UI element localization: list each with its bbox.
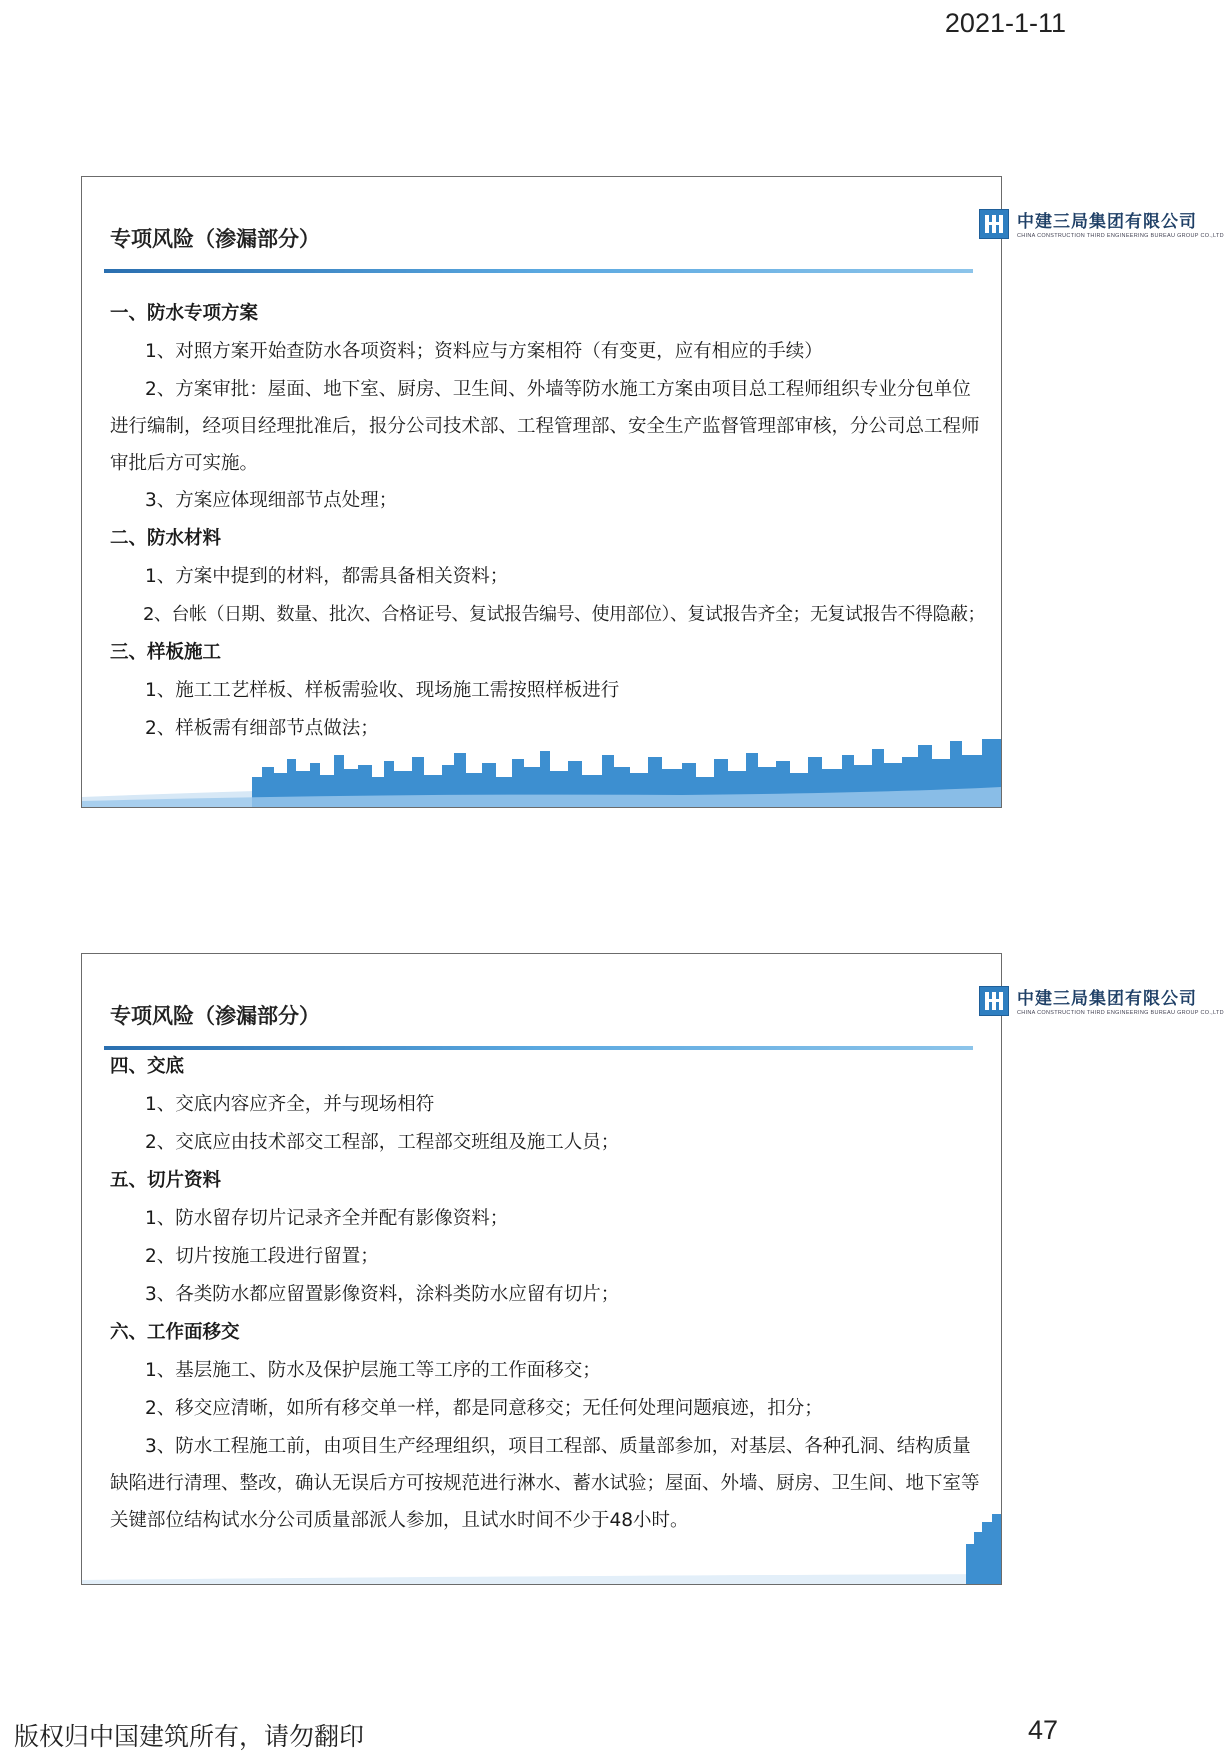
city-skyline-graphic	[82, 737, 1001, 807]
company-name-english: CHINA CONSTRUCTION THIRD ENGINEERING BUREAU GROUP CO.,LTD	[1017, 1010, 1224, 1016]
section-heading: 一、防水专项方案	[110, 303, 259, 324]
slide-2	[81, 953, 1224, 1585]
slide-content	[110, 295, 983, 748]
slide-title: 专项风险（渗漏部分）	[110, 227, 320, 251]
list-item: 2、切片按施工段进行留置；	[145, 1246, 379, 1267]
company-name-english: CHINA CONSTRUCTION THIRD ENGINEERING BUREAU GROUP CO.,LTD	[1017, 233, 1224, 239]
list-item: 1、方案中提到的材料，都需具备相关资料；	[145, 566, 509, 587]
list-item: 2、方案审批：屋面、地下室、厨房、卫生间、外墙等防水施工方案由项目总工程师组织专业分包单位进行编制，经项目经理批准后，报分公司技术部、工程管理部、安全生产监督管理部审核，分公司总工程师审批后方可实施。	[110, 379, 980, 474]
slide-1	[81, 176, 1224, 808]
section-heading: 三、样板施工	[110, 642, 222, 663]
page-number: 47	[1027, 1715, 1058, 1745]
list-item: 2、交底应由技术部交工程部，工程部交班组及施工人员；	[145, 1132, 620, 1153]
title-underline	[104, 269, 973, 273]
list-item: 1、基层施工、防水及保护层施工等工序的工作面移交；	[145, 1360, 601, 1381]
company-name: 中建三局集团有限公司	[1017, 989, 1197, 1009]
page-date: 2021-1-11	[944, 8, 1066, 38]
section-heading: 四、交底	[110, 1056, 185, 1077]
copyright-notice: 版权归中国建筑所有，请勿翻印	[14, 1722, 365, 1751]
company-name: 中建三局集团有限公司	[1017, 212, 1197, 232]
list-item: 2、台帐（日期、数量、批次、合格证号、复试报告编号、使用部位）、复试报告齐全；无复试报告不得隐蔽；	[143, 604, 985, 625]
list-item: 3、防水工程施工前，由项目生产经理组织，项目工程部、质量部参加，对基层、各种孔洞、结构质量缺陷进行清理、整改，确认无误后方可按规范进行淋水、蓄水试验；屋面、外墙、厨房、卫生间、地下室等关键部位结构试水分公司质量部派人参加，且试水时间不少于48小时。	[110, 1436, 980, 1531]
section-heading: 五、切片资料	[110, 1170, 222, 1191]
list-item: 2、移交应清晰，如所有移交单一样，都是同意移交；无任何处理问题痕迹，扣分；	[145, 1398, 823, 1419]
section-heading: 二、防水材料	[110, 528, 222, 549]
list-item: 3、方案应体现细部节点处理；	[145, 490, 398, 511]
company-logo-icon	[979, 986, 1009, 1016]
list-item: 2、样板需有细部节点做法；	[145, 718, 379, 739]
company-logo-icon	[979, 209, 1009, 239]
list-item: 3、各类防水都应留置影像资料，涂料类防水应留有切片；	[145, 1284, 620, 1305]
list-item: 1、交底内容应齐全，并与现场相符	[145, 1094, 435, 1115]
list-item: 1、防水留存切片记录齐全并配有影像资料；	[145, 1208, 509, 1229]
slide-title: 专项风险（渗漏部分）	[110, 1004, 320, 1028]
slide-content	[110, 1048, 983, 1539]
list-item: 1、施工工艺样板、样板需验收、现场施工需按照样板进行	[145, 680, 620, 701]
list-item: 1、对照方案开始查防水各项资料；资料应与方案相符（有变更，应有相应的手续）	[145, 341, 823, 362]
section-heading: 六、工作面移交	[110, 1322, 240, 1343]
city-skyline-graphic	[82, 1514, 1001, 1584]
